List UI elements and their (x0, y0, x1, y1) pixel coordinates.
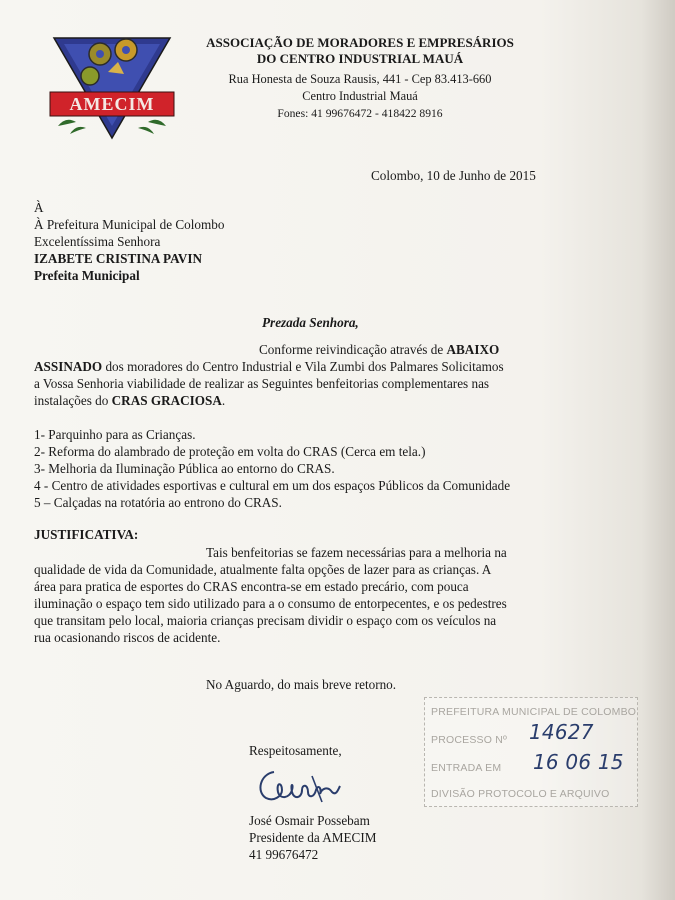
date-line: Colombo, 10 de Junho de 2015 (371, 168, 536, 183)
intro-text: Conforme reivindicação através de (259, 342, 447, 357)
org-district: Centro Industrial Mauá (302, 89, 418, 103)
justification-line: rua ocasionando riscos de acidente. (34, 630, 221, 645)
stamp-process-number: 14627 (529, 720, 594, 744)
justification-line: que transitam pelo local, maioria crianças precisam dividir o espaço com os veículos na (34, 613, 497, 628)
stamp-line: DIVISÃO PROTOCOLO E ARQUIVO (431, 788, 610, 800)
recipient-salutation: Excelentíssima Senhora (34, 234, 161, 249)
justification-line: qualidade de vida da Comunidade, atualmente falta opções de lazer para as crianças. A (34, 562, 492, 577)
justification-line: Tais benfeitorias se fazem necessárias para a melhoria na (206, 545, 507, 560)
recipient-a: À (34, 200, 44, 215)
justification-line: área para pratica de esportes do CRAS encontra-se em estado precário, com pouca (34, 579, 469, 594)
org-address: Rua Honesta de Souza Rausis, 441 - Cep 83.413-660 (228, 72, 492, 86)
intro-line-1 (259, 342, 499, 358)
intro-line-4 (34, 393, 225, 409)
intro-emphasis: ABAIXO (446, 342, 500, 357)
regards-line: Respeitosamente, (249, 743, 342, 758)
recipient-role: Prefeita Municipal (34, 268, 140, 283)
stamp-line: PREFEITURA MUNICIPAL DE COLOMBO (431, 706, 637, 718)
stamp-line: ENTRADA EM (431, 762, 502, 774)
cras-name: CRAS GRACIOSA (111, 393, 222, 408)
intro-line-3: a Vossa Senhoria viabilidade de realizar as Seguintes benfeitorias complementares nas (34, 376, 490, 391)
intro-emphasis: ASSINADO (34, 359, 103, 374)
list-item: 5 – Calçadas na rotatória ao entrono do CRAS. (34, 495, 282, 510)
protocol-stamp (424, 697, 638, 807)
signatory-name: José Osmair Possebam (249, 813, 370, 828)
org-name-line1: ASSOCIAÇÃO DE MORADORES E EMPRESÁRIOS (206, 35, 514, 50)
recipient-org: À Prefeitura Municipal de Colombo (34, 217, 225, 232)
amecim-logo (48, 34, 176, 142)
stamp-line: PROCESSO Nº (431, 734, 508, 746)
list-item: 2- Reforma do alambrado de proteção em volta do CRAS (Cerca em tela.) (34, 444, 426, 459)
intro-text: . (221, 393, 226, 408)
logo-text: AMECIM (69, 94, 155, 114)
org-phones: Fones: 41 99676472 - 418422 8916 (277, 107, 443, 120)
justification-heading: JUSTIFICATIVA: (34, 527, 139, 542)
header-block (190, 35, 530, 122)
org-name-line2: DO CENTRO INDUSTRIAL MAUÁ (256, 51, 464, 66)
closing-line: No Aguardo, do mais breve retorno. (206, 677, 397, 692)
greeting: Prezada Senhora, (262, 315, 359, 330)
signatory-role: Presidente da AMECIM (249, 830, 377, 845)
signature-scribble (252, 762, 344, 812)
recipient-name: IZABETE CRISTINA PAVIN (34, 251, 203, 266)
signatory-phone: 41 99676472 (249, 847, 319, 862)
list-item: 3- Melhoria da Iluminação Pública ao entorno do CRAS. (34, 461, 335, 476)
intro-text: dos moradores do Centro Industrial e Vila Zumbi dos Palmares Solicitamos (102, 359, 504, 374)
intro-text: instalações do (34, 393, 112, 408)
stamp-entry-date: 16 06 15 (533, 750, 624, 774)
list-item: 4 - Centro de atividades esportivas e cultural em um dos espaços Públicos da Comunidade (34, 478, 511, 493)
list-item: 1- Parquinho para as Crianças. (34, 427, 196, 442)
justification-line: iluminação o espaço tem sido utilizado para a o consumo de entorpecentes, e os pedestres (34, 596, 507, 611)
intro-line-2 (34, 359, 504, 375)
